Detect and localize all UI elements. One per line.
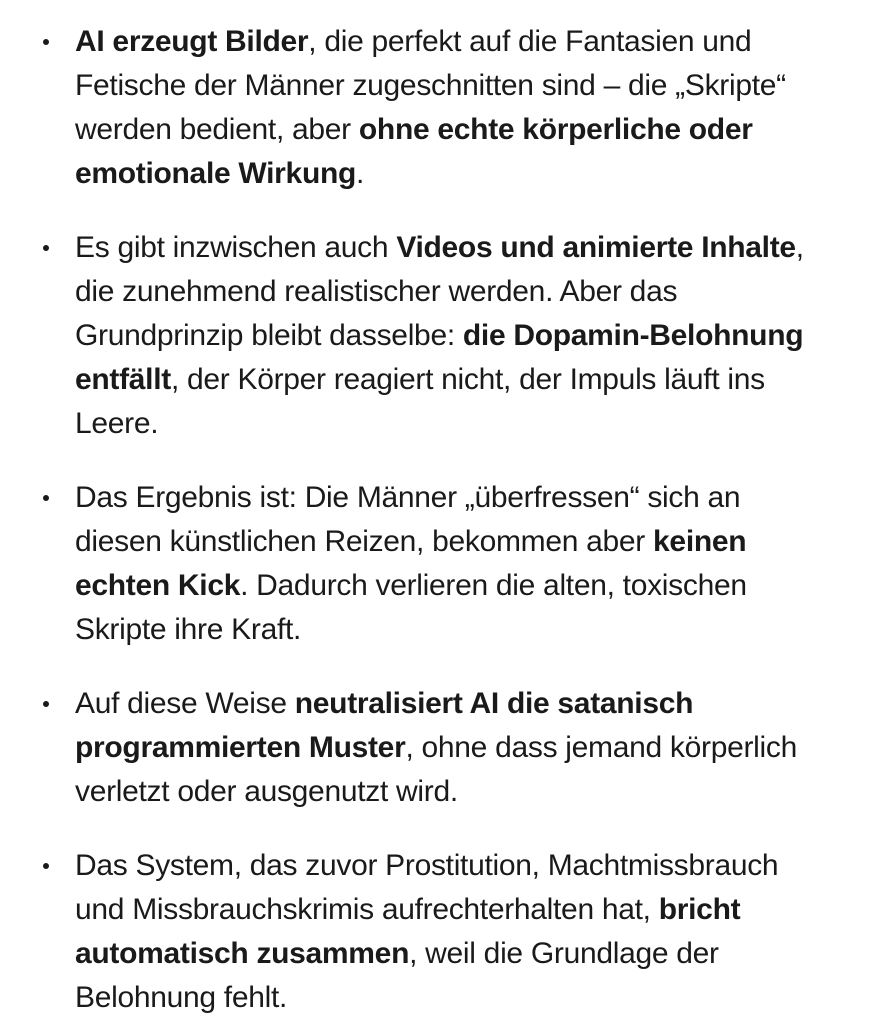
bullet-point-icon <box>43 226 75 251</box>
text-segment: , die perfekt auf die Fantasien und Fetische der Männer zugeschnitten sind – die „Skripte“ werden bedient, aber <box>75 25 786 146</box>
list-item-text <box>75 844 815 1020</box>
list-item <box>43 476 817 652</box>
list-item <box>43 226 817 446</box>
list-item <box>43 682 817 814</box>
text-segment: . <box>356 157 365 190</box>
bullet-point-icon <box>43 844 75 869</box>
text-segment: Das Ergebnis ist: Die Männer „überfressen“ sich an diesen künstlichen Reizen, bekommen aber <box>75 481 741 558</box>
list-item-text <box>75 226 815 446</box>
bold-text-segment: AI erzeugt Bilder <box>75 25 309 58</box>
text-segment: , die zunehmend realistischer werden. Aber das Grundprinzip bleibt dasselbe: <box>75 231 804 352</box>
bullet-point-icon <box>43 476 75 501</box>
text-segment: . Dadurch verlieren die alten, toxischen Skripte ihre Kraft. <box>75 569 747 646</box>
list-item-text <box>75 476 815 652</box>
bold-text-segment: die Dopamin-Belohnung entfällt <box>75 319 804 396</box>
text-segment: , ohne dass jemand körperlich verletzt oder ausgenutzt wird. <box>75 731 797 808</box>
list-item <box>43 20 817 196</box>
list-item-text <box>75 20 815 196</box>
bullet-list <box>43 20 817 1020</box>
bullet-point-icon <box>43 682 75 707</box>
bold-text-segment: Videos und animierte Inhalte <box>396 231 796 264</box>
text-segment: Es gibt inzwischen auch <box>75 231 397 264</box>
bullet-point-icon <box>43 20 75 45</box>
bold-text-segment: ohne echte körperliche oder emotionale Wirkung <box>75 113 753 190</box>
text-segment: , der Körper reagiert nicht, der Impuls läuft ins Leere. <box>75 363 765 440</box>
bold-text-segment: neutralisiert AI die satanisch programmierten Muster <box>75 687 694 764</box>
bold-text-segment: keinen echten Kick <box>75 525 747 602</box>
text-segment: Das System, das zuvor Prostitution, Machtmissbrauch und Missbrauchskrimis aufrechterhalten hat, <box>75 849 779 926</box>
list-item-text <box>75 682 815 814</box>
text-segment: , weil die Grundlage der Belohnung fehlt. <box>75 937 719 1014</box>
text-segment: Auf diese Weise <box>75 687 295 720</box>
bold-text-segment: bricht automatisch zusammen <box>75 893 741 970</box>
list-item <box>43 844 817 1020</box>
